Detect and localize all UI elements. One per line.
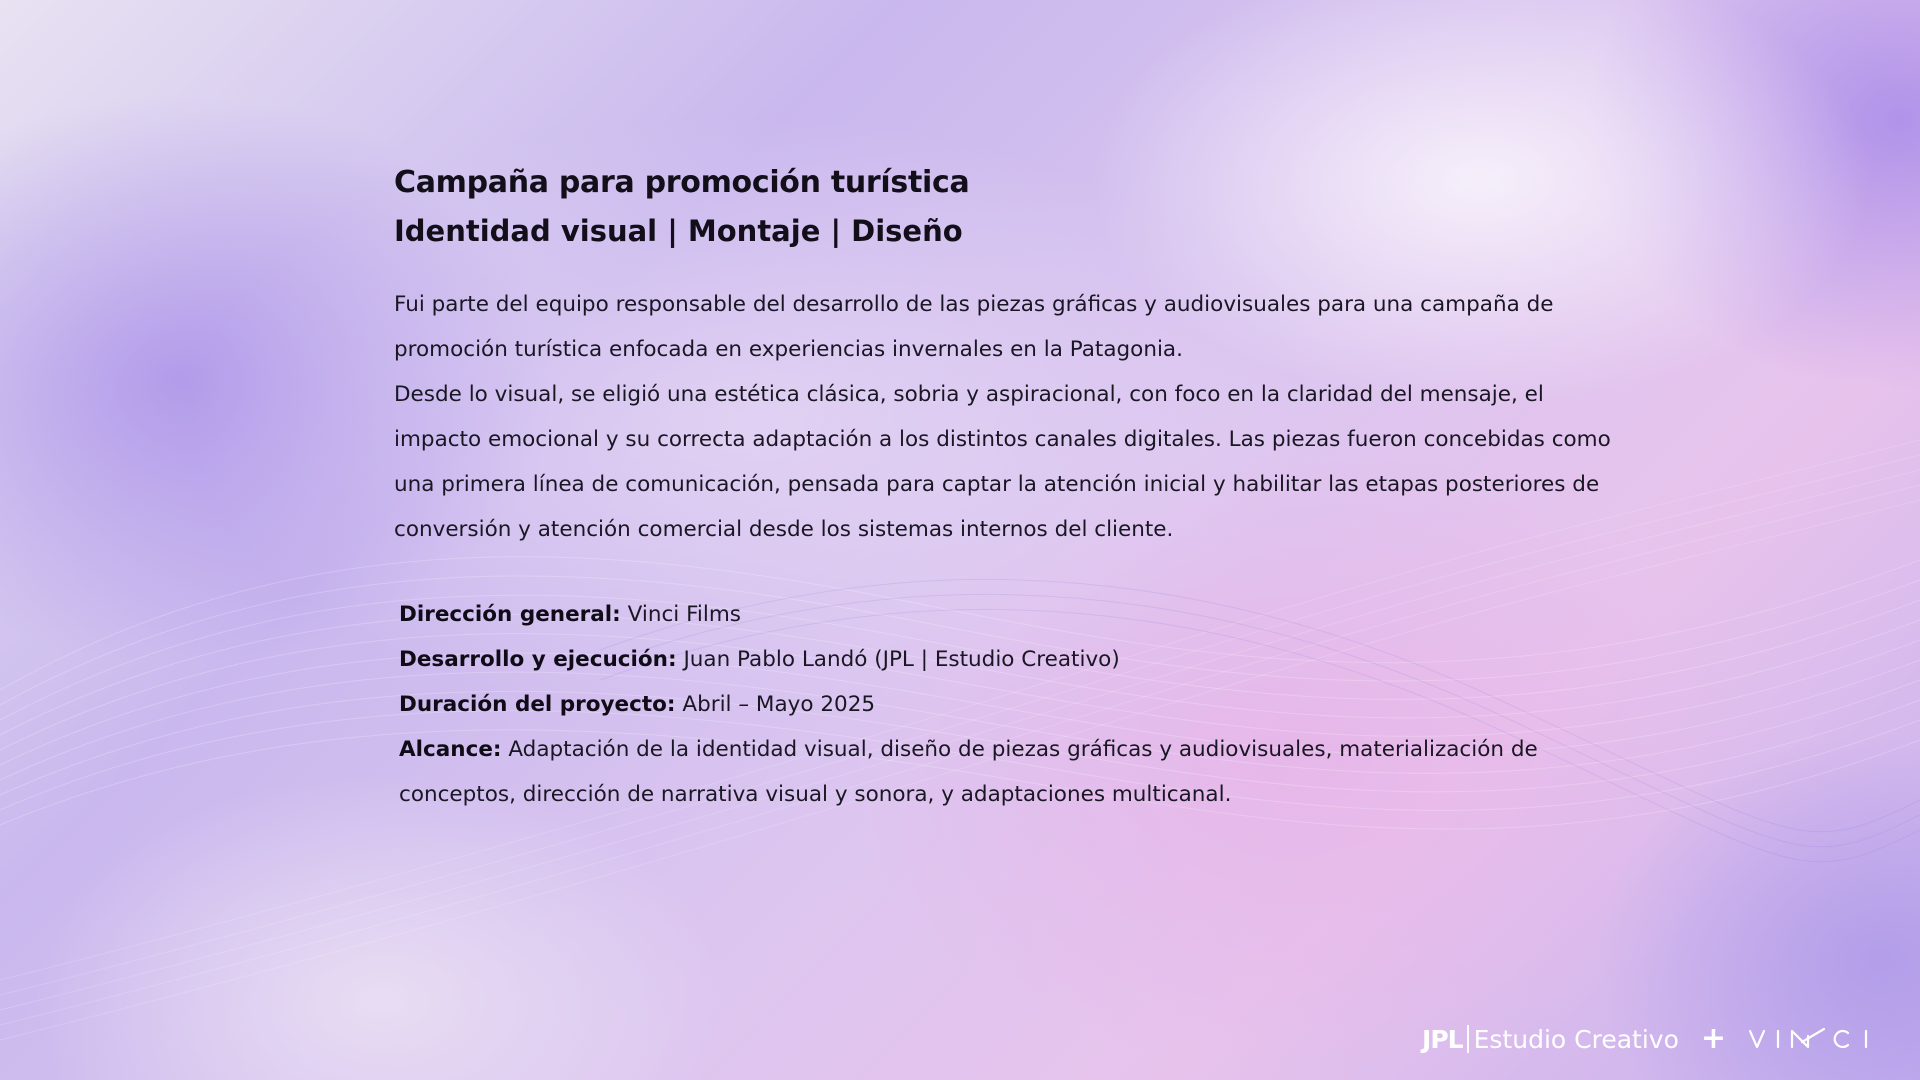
- detail-label: Alcance:: [399, 737, 502, 762]
- description-paragraph-2: Desde lo visual, se eligió una estética clásica, sobria y aspiracional, con foco en la claridad del mensaje, el impacto emocional y su correcta adaptación a los distintos canales digitales. Las piezas fueron concebidas como una primera línea de comunicación, pensada para captar la atención inicial y habilitar las etapas posteriores de conversión y atención comercial desde los sistemas internos del cliente.: [394, 382, 1611, 542]
- detail-value: Abril – Mayo 2025: [682, 692, 876, 717]
- detail-label: Duración del proyecto:: [399, 692, 676, 717]
- footer-logos: [1422, 1021, 1872, 1056]
- plus-icon: +: [1700, 1021, 1726, 1056]
- detail-label: Desarrollo y ejecución:: [399, 647, 677, 672]
- jpl-wordmark: JPL: [1422, 1024, 1463, 1054]
- page-title: Campaña para promoción turística: [394, 165, 970, 200]
- studio-wordmark: Estudio Creativo: [1473, 1024, 1679, 1054]
- detail-value: Vinci Films: [627, 602, 741, 627]
- detail-duracion: [399, 682, 1614, 727]
- main-content: [394, 160, 1614, 817]
- project-description: [394, 282, 1614, 552]
- jpl-logo: [1422, 1025, 1679, 1054]
- detail-label: Dirección general:: [399, 602, 621, 627]
- detail-direccion: [399, 592, 1614, 637]
- detail-value: Juan Pablo Landó (JPL | Estudio Creativo): [683, 647, 1120, 672]
- detail-value: Adaptación de la identidad visual, diseño de piezas gráficas y audiovisuales, materialización de conceptos, dirección de narrativa visual y sonora, y adaptaciones multicanal.: [399, 737, 1538, 807]
- detail-desarrollo: [399, 637, 1614, 682]
- vinci-logo: [1748, 1024, 1872, 1054]
- detail-alcance: [399, 727, 1614, 817]
- project-details: [399, 592, 1614, 817]
- description-paragraph-1: Fui parte del equipo responsable del desarrollo de las piezas gráficas y audiovisuales para una campaña de promoción turística enfocada en experiencias invernales en la Patagonia.: [394, 292, 1554, 362]
- page-subtitle: Identidad visual | Montaje | Diseño: [394, 214, 963, 248]
- vinci-logo-mark: [1748, 1024, 1872, 1054]
- logo-divider: [1467, 1025, 1469, 1053]
